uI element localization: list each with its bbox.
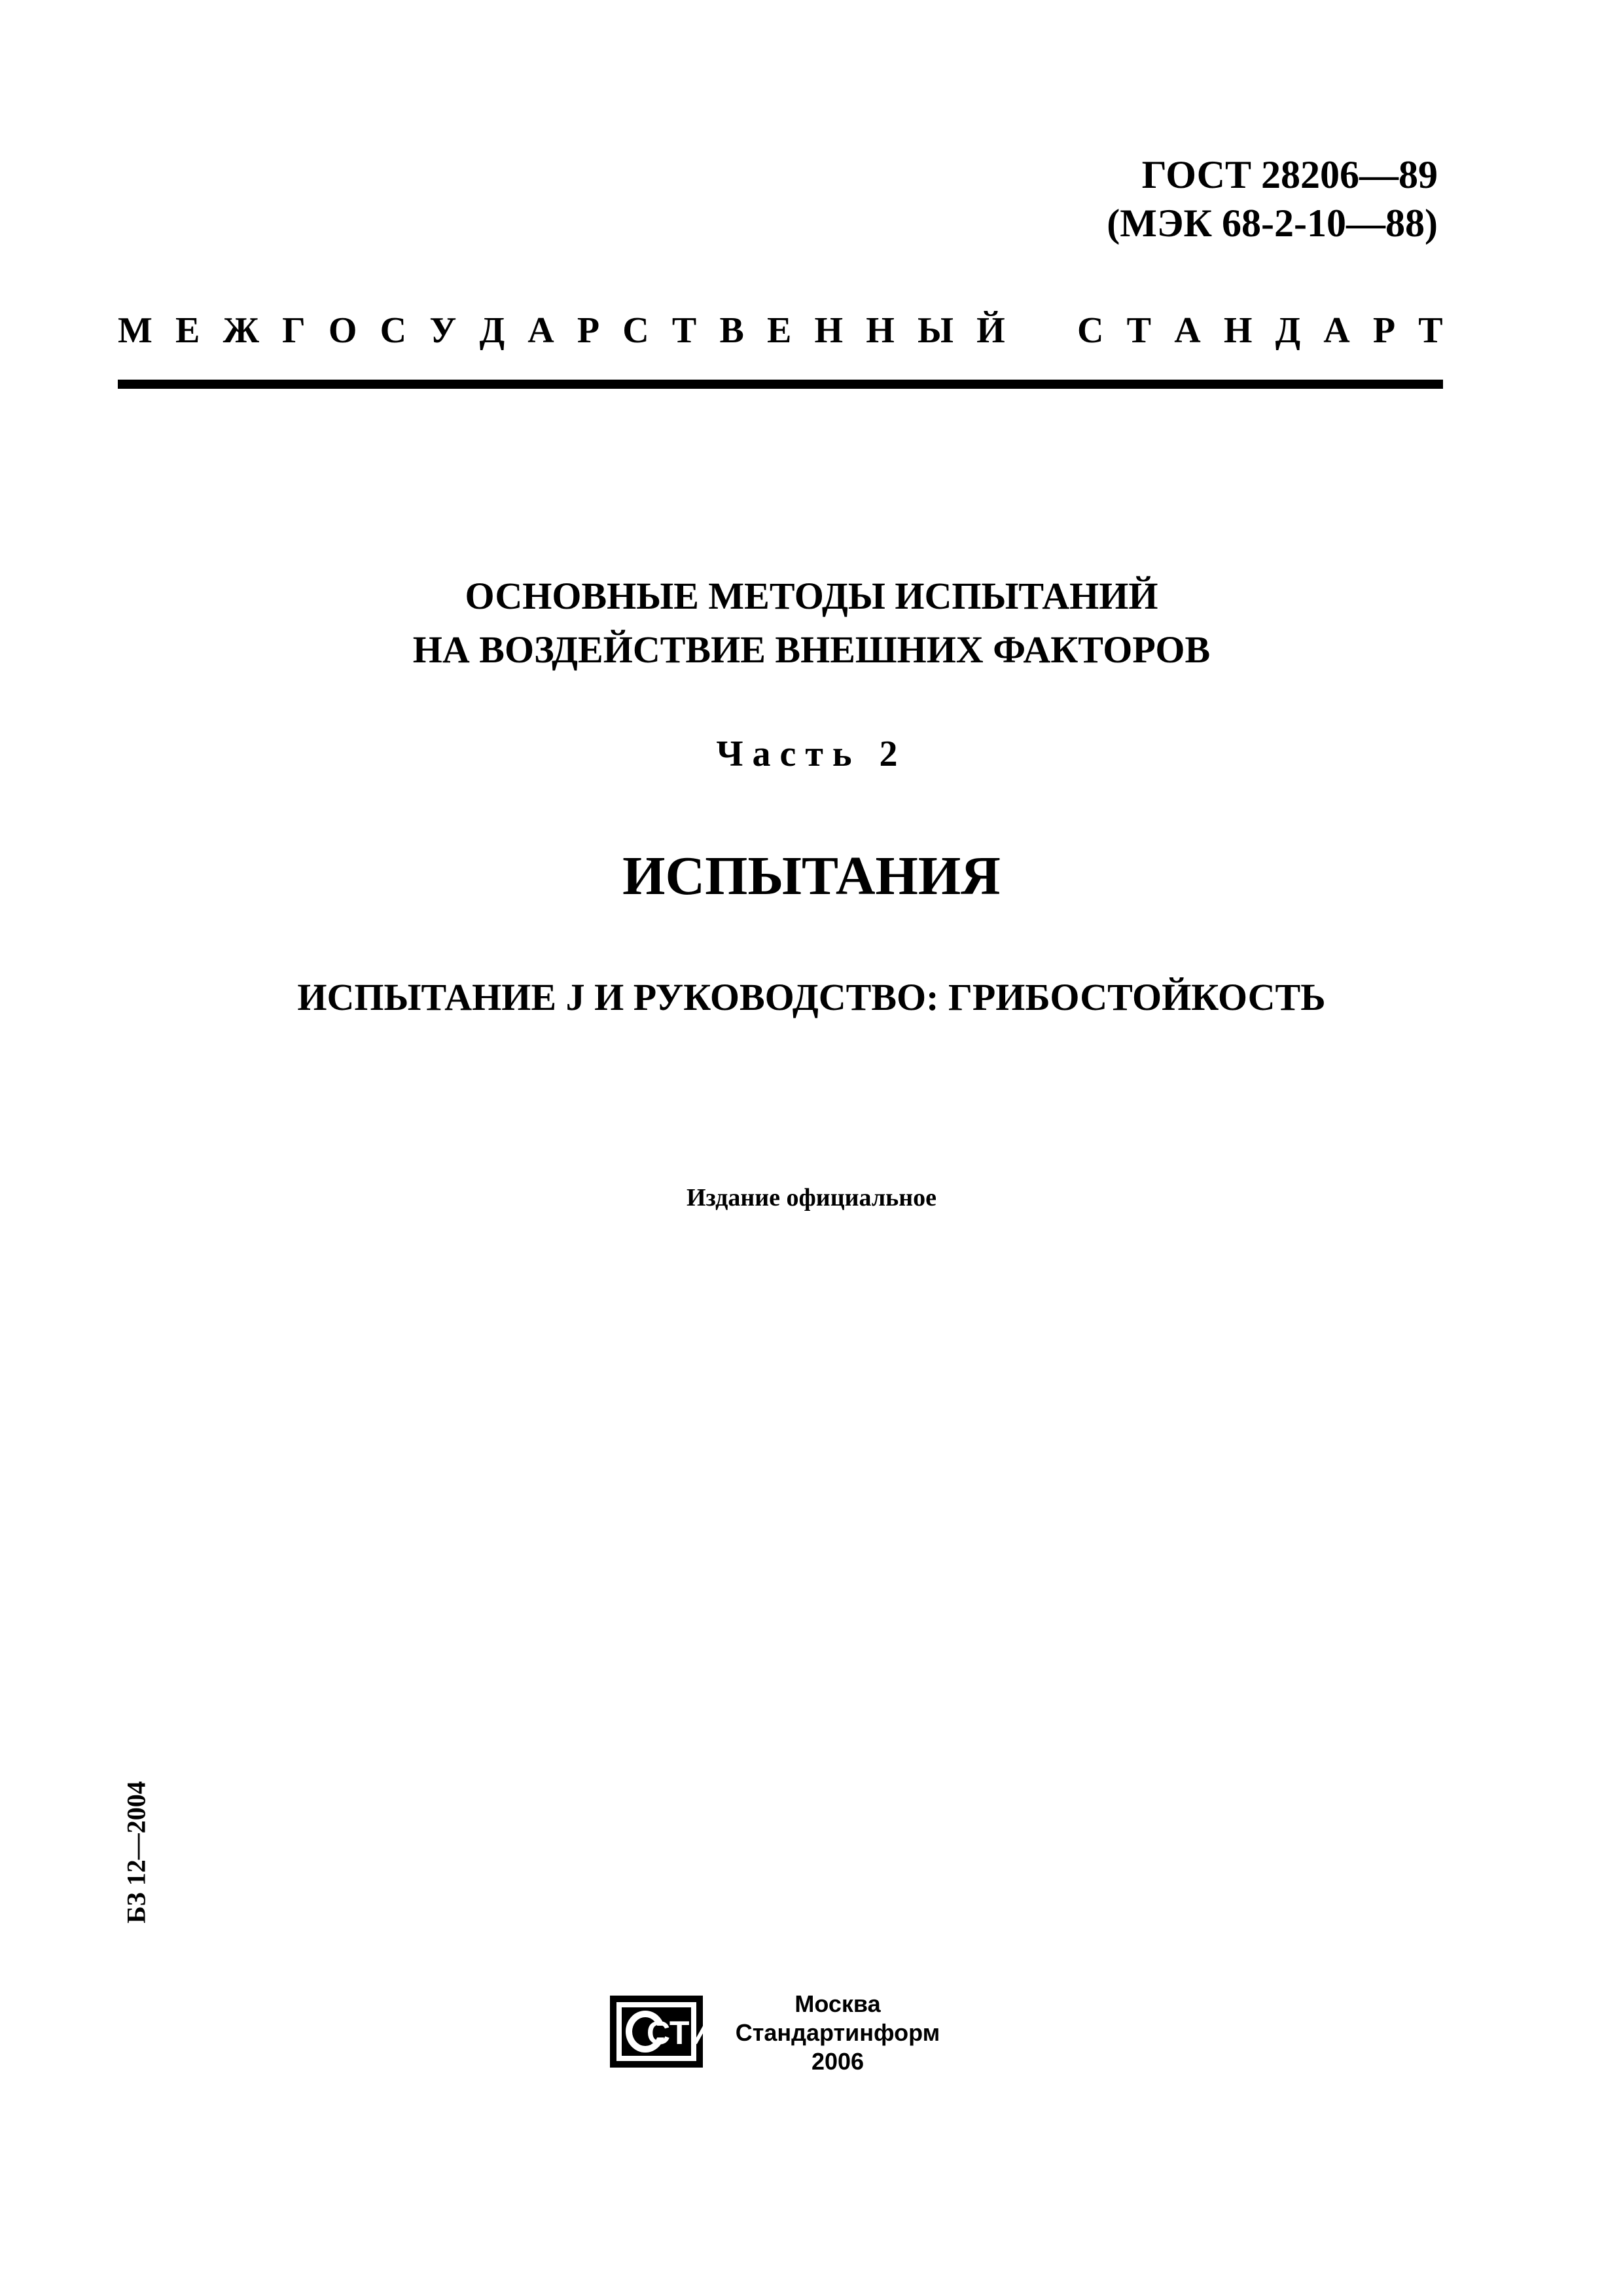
letter: А bbox=[1174, 310, 1201, 351]
part-label: Часть 2 bbox=[716, 734, 907, 774]
letter: О bbox=[328, 310, 357, 351]
title-line-2: НА ВОЗДЕЙСТВИЕ ВНЕШНИХ ФАКТОРОВ bbox=[412, 628, 1211, 671]
standard-number-block bbox=[1107, 151, 1438, 247]
letter: Т bbox=[1126, 310, 1152, 351]
publication-year: 2006 bbox=[811, 2048, 865, 2075]
letter: Ж bbox=[223, 310, 259, 351]
side-code-text: БЗ 12—2004 bbox=[121, 1781, 151, 1924]
standartinform-logo-icon bbox=[607, 1993, 713, 2070]
document-title bbox=[0, 569, 1623, 677]
letter: Р bbox=[577, 310, 600, 351]
letter: Е bbox=[766, 310, 792, 351]
letter: М bbox=[118, 310, 152, 351]
publisher-city: Москва bbox=[794, 1990, 881, 2017]
letter: Н bbox=[1223, 310, 1253, 351]
letter: Ы bbox=[917, 310, 954, 351]
gost-number: ГОСТ 28206—89 bbox=[1141, 153, 1438, 196]
letter: Т bbox=[671, 310, 697, 351]
letter: Й bbox=[976, 310, 1005, 351]
letter: Н bbox=[866, 310, 895, 351]
edition-label: Издание официальное bbox=[686, 1184, 936, 1211]
letter: Р bbox=[1372, 310, 1396, 351]
logo-text: СТИ bbox=[647, 2015, 713, 2051]
letter: А bbox=[527, 310, 554, 351]
letter: Д bbox=[1275, 310, 1301, 351]
letter: С bbox=[380, 310, 407, 351]
publisher-name: Стандартинформ bbox=[735, 2019, 940, 2046]
publisher-block bbox=[726, 1990, 949, 2076]
header-divider bbox=[118, 380, 1443, 389]
letter: Г bbox=[282, 310, 306, 351]
letter: В bbox=[719, 310, 744, 351]
letter: У bbox=[429, 310, 457, 351]
letter: С bbox=[1077, 310, 1104, 351]
title-line-1: ОСНОВНЫЕ МЕТОДЫ ИСПЫТАНИЙ bbox=[465, 575, 1158, 617]
word-gap bbox=[1028, 308, 1054, 353]
letter: Н bbox=[814, 310, 844, 351]
letter: А bbox=[1323, 310, 1350, 351]
iec-number: (МЭК 68-2-10—88) bbox=[1107, 202, 1438, 245]
letter: Д bbox=[479, 310, 505, 351]
letter: С bbox=[622, 310, 649, 351]
interstate-standard-label bbox=[118, 308, 1443, 353]
test-subheading: ИСПЫТАНИЕ J И РУКОВОДСТВО: ГРИБОСТОЙКОСТЬ bbox=[297, 976, 1326, 1018]
letter: Е bbox=[175, 310, 200, 351]
letter: Т bbox=[1418, 310, 1443, 351]
section-heading: ИСПЫТАНИЯ bbox=[622, 846, 1001, 906]
